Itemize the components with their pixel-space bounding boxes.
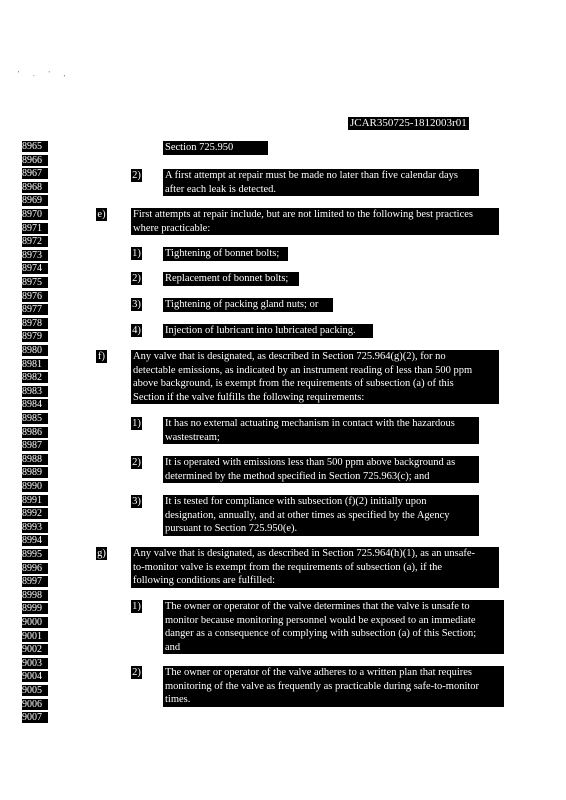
- line-number: 8987: [22, 440, 48, 451]
- paragraph-label: 3): [132, 299, 141, 310]
- line-number: 8981: [22, 359, 48, 370]
- line-number: 8988: [22, 454, 48, 465]
- line-number: 8971: [22, 223, 48, 234]
- paragraph-label: 2): [132, 667, 141, 678]
- line-number: 8970: [22, 209, 48, 220]
- paragraph-text: Tightening of packing gland nuts; or: [163, 298, 333, 312]
- paragraph-label: 1): [132, 601, 141, 612]
- paragraph-text: It is tested for compliance with subsection (f)(2) initially upon designation, annually, and at other times as specified by the Agency pursuant to Section 725.950(e).: [163, 495, 479, 536]
- line-number: 8993: [22, 522, 48, 533]
- paragraph-text: The owner or operator of the valve adheres to a written plan that requires monitoring of the valve as frequently as practicable during safe-to-monitor times.: [163, 666, 504, 707]
- paragraph-text: Replacement of bonnet bolts;: [163, 272, 299, 286]
- line-number: 8976: [22, 291, 48, 302]
- paragraph-label: 2): [132, 170, 141, 181]
- line-number: 8985: [22, 413, 48, 424]
- paragraph-text: Tightening of bonnet bolts;: [163, 247, 288, 261]
- paragraph-text: It is operated with emissions less than 500 ppm above background as determined by the method specified in Section 725.963(c); and: [163, 456, 479, 483]
- line-number: 8990: [22, 481, 48, 492]
- line-number: 9006: [22, 699, 48, 710]
- paragraph-label: 4): [132, 325, 141, 336]
- line-number: 8969: [22, 195, 48, 206]
- line-number: 8972: [22, 236, 48, 247]
- line-number: 8996: [22, 563, 48, 574]
- paragraph-label: 2): [132, 457, 141, 468]
- paragraph-text: Injection of lubricant into lubricated packing.: [163, 324, 373, 338]
- line-number: 8974: [22, 263, 48, 274]
- line-number: 9000: [22, 617, 48, 628]
- line-number: 9002: [22, 644, 48, 655]
- line-number: 8973: [22, 250, 48, 261]
- paragraph-text: Any valve that is designated, as described in Section 725.964(g)(2), for no detectable emissions, as indicated by an instrument reading of less than 500 ppm above background, is exempt from the requirements of subsection (a) of this Section if the valve fulfills the following requirements:: [131, 350, 499, 404]
- line-number: 8977: [22, 304, 48, 315]
- line-number: 8998: [22, 590, 48, 601]
- paragraph-text: It has no external actuating mechanism in contact with the hazardous wastestream;: [163, 417, 479, 444]
- document-id: JCAR350725-1812003r01: [350, 117, 467, 129]
- paragraph-label: f): [98, 351, 105, 362]
- line-number: 8994: [22, 535, 48, 546]
- line-number: 8992: [22, 508, 48, 519]
- line-number: 8975: [22, 277, 48, 288]
- line-number: 8980: [22, 345, 48, 356]
- line-number: 8982: [22, 372, 48, 383]
- paragraph-text: A first attempt at repair must be made no later than five calendar days after each leak is detected.: [163, 169, 479, 196]
- line-number: 9003: [22, 658, 48, 669]
- line-number: 8983: [22, 386, 48, 397]
- paragraph-label: 1): [132, 248, 141, 259]
- line-number: 9007: [22, 712, 48, 723]
- line-number: 9001: [22, 631, 48, 642]
- paragraph-label: 3): [132, 496, 141, 507]
- line-number: 8967: [22, 168, 48, 179]
- line-number: 8966: [22, 155, 48, 166]
- line-number: 9004: [22, 671, 48, 682]
- paragraph-text: The owner or operator of the valve determines that the valve is unsafe to monitor because monitoring personnel would be exposed to an immediate danger as a consequence of complying with subsection (a) of this Section; and: [163, 600, 504, 654]
- line-number: 9005: [22, 685, 48, 696]
- paragraph-label: e): [97, 209, 106, 220]
- line-number: 8978: [22, 318, 48, 329]
- paragraph-label: g): [97, 548, 106, 559]
- paragraph-text: Section 725.950: [163, 141, 268, 155]
- line-number: 8984: [22, 399, 48, 410]
- paragraph-text: First attempts at repair include, but are not limited to the following best practices where practicable:: [131, 208, 499, 235]
- line-number: 8991: [22, 495, 48, 506]
- line-number: 8995: [22, 549, 48, 560]
- paragraph-label: 1): [132, 418, 141, 429]
- line-number: 8986: [22, 427, 48, 438]
- paragraph-text: Any valve that is designated, as described in Section 725.964(h)(1), as an unsafe- to-monitor valve is exempt from the requirements of subsection (a), if the following conditions are fulfilled:: [131, 547, 499, 588]
- scan-specks: ' . ' ,: [18, 70, 72, 78]
- line-number: 8997: [22, 576, 48, 587]
- line-number: 8979: [22, 331, 48, 342]
- paragraph-label: 2): [132, 273, 141, 284]
- line-number: 8965: [22, 141, 48, 152]
- line-number: 8968: [22, 182, 48, 193]
- line-number: 8989: [22, 467, 48, 478]
- line-number: 8999: [22, 603, 48, 614]
